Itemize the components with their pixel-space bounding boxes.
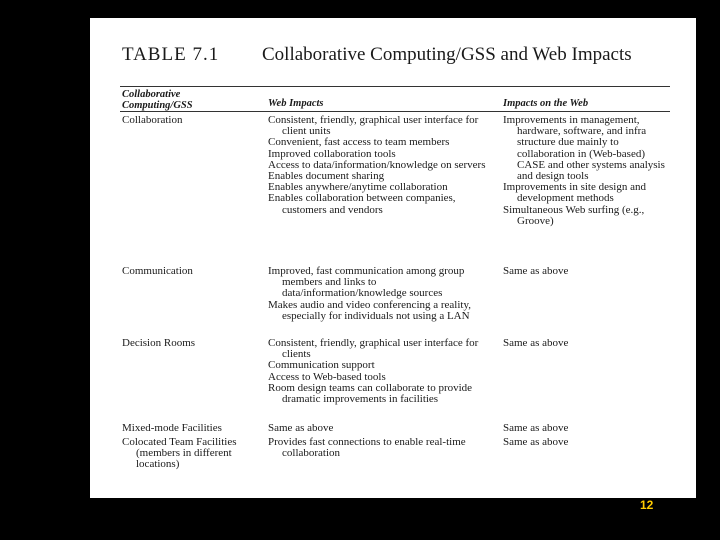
row-label-communication: Communication — [122, 265, 193, 277]
table-title-text: Collaborative Computing/GSS and Web Impacts — [262, 44, 632, 65]
list-item: Consistent, friendly, graphical user interface for clients — [268, 337, 479, 361]
list-item: Simultaneous Web surfing (e.g., Groove) — [503, 203, 645, 227]
web-impacts-communication — [268, 266, 490, 322]
list-item: Consistent, friendly, graphical user interface for client units — [268, 114, 479, 138]
list-item: Improved collaboration tools — [268, 147, 396, 160]
header-collaborative-computing: Collaborative Computing/GSS — [122, 89, 193, 111]
top-rule — [120, 86, 670, 87]
list-item: Makes audio and video conferencing a reality, especially for individuals not using a LAN — [268, 298, 472, 322]
list-item: Same as above — [503, 265, 569, 277]
list-item: Access to data/information/knowledge on servers — [268, 158, 486, 171]
header-web-impacts: Web Impacts — [268, 98, 324, 109]
slide-number: 12 — [640, 498, 654, 512]
impacts-on-web-collaboration — [503, 115, 673, 227]
row-label-colocated — [122, 437, 254, 471]
row-label-colocated-text: Colocated Team Facilities (members in different locations) — [122, 436, 237, 471]
header-rule — [120, 111, 670, 112]
row-label-decision-rooms: Decision Rooms — [122, 337, 196, 349]
web-impacts-collaboration — [268, 115, 490, 216]
list-item: Access to Web-based tools — [268, 370, 386, 383]
impacts-on-web-colocated — [503, 437, 673, 448]
list-item: Enables document sharing — [268, 170, 385, 183]
list-item: Same as above — [268, 422, 334, 434]
web-impacts-colocated — [268, 437, 490, 459]
list-item: Same as above — [503, 422, 569, 434]
document-page — [90, 18, 696, 498]
list-item: Improvements in management, hardware, software, and infra structure due mainly to collaboration in (Web-based) CASE and other systems analysis and design tools — [503, 114, 665, 183]
web-impacts-mixed-mode — [268, 423, 490, 434]
list-item: Room design teams can collaborate to provide dramatic improvements in facilities — [268, 381, 473, 406]
list-item: Provides fast connections to enable real-time collaboration — [268, 436, 466, 460]
impacts-on-web-communication — [503, 266, 673, 277]
list-item: Enables collaboration between companies, customers and vendors — [268, 192, 456, 216]
list-item: Improvements in site design and development methods — [503, 181, 646, 205]
web-impacts-decision-rooms — [268, 338, 490, 405]
table-label: TABLE 7.1 — [122, 44, 220, 65]
list-item: Communication support — [268, 359, 375, 372]
list-item: Same as above — [503, 337, 569, 349]
row-label-collaboration: Collaboration — [122, 114, 183, 126]
list-item: Same as above — [503, 436, 569, 448]
list-item: Convenient, fast access to team members — [268, 136, 450, 149]
impacts-on-web-mixed-mode — [503, 423, 673, 434]
row-label-mixed-mode: Mixed-mode Facilities — [122, 422, 222, 434]
header-impacts-on-web: Impacts on the Web — [503, 98, 589, 109]
impacts-on-web-decision-rooms — [503, 338, 673, 349]
list-item: Improved, fast communication among group members and links to data/information/knowledge sources — [268, 265, 465, 300]
list-item: Enables anywhere/anytime collaboration — [268, 181, 448, 194]
